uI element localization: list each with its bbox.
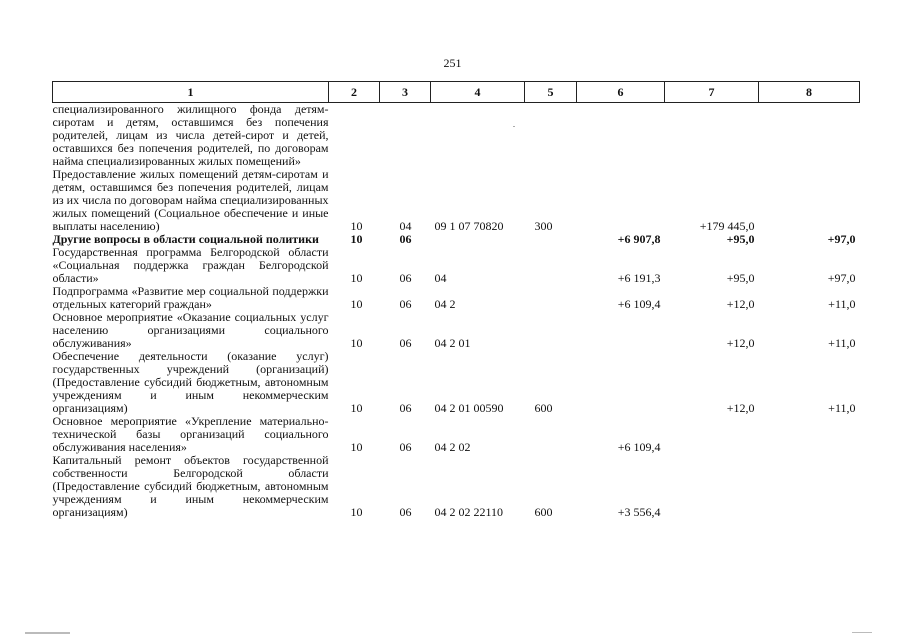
amount-cell-year1: +3 556,4	[617, 505, 661, 519]
target-article-cell: 09 1 07 70820	[434, 219, 504, 233]
amount-cell-year1	[577, 311, 665, 350]
table-row	[53, 454, 860, 519]
section-cell	[329, 103, 380, 169]
amount-cell-year2	[665, 454, 759, 519]
table-body	[53, 103, 860, 520]
amount-cell-year3	[759, 168, 860, 233]
amount-cell-year3: +97,0	[827, 232, 856, 246]
expense-type-cell: 600	[534, 401, 553, 415]
row-name-cell: Предоставление жилых помещений детям-сиротам и детям, оставшимся без попечения родителей, лицам из их числа по договорам найма специализированных жилых помещений (Социальное обеспечение и иные выплаты населению)	[52, 167, 329, 233]
row-name-cell: Другие вопросы в области социальной политики	[52, 232, 319, 246]
table-row	[53, 285, 860, 311]
row-name-cell: специализированного жилищного фонда детям-сиротам и детям, оставшимся без попечения родителей, лицам из числа детей-сирот и детей, оставшихся без попечения родителей, по договорам найма специализированных жилых помещений»	[52, 102, 329, 168]
amount-cell-year1	[577, 103, 665, 169]
subsection-cell: 06	[399, 232, 412, 246]
table-row	[53, 311, 860, 350]
amount-cell-year3	[759, 103, 860, 169]
subsection-cell: 06	[399, 271, 412, 285]
subsection-cell: 06	[399, 297, 412, 311]
amount-cell-year2: +95,0	[726, 232, 755, 246]
subsection-cell: 06	[399, 505, 412, 519]
amount-cell-year2: +12,0	[726, 297, 755, 311]
target-article-cell: 04 2 02	[434, 440, 471, 454]
target-article-cell: 04	[434, 271, 447, 285]
table-row	[53, 246, 860, 285]
column-header: 5	[525, 82, 577, 103]
row-name-cell: Обеспечение деятельности (оказание услуг) государственных учреждений (организаций) (Предоставление субсидий бюджетным, автономным учреждениям и иным некоммерческим организациям)	[52, 349, 329, 415]
amount-cell-year2: +12,0	[726, 336, 755, 350]
amount-cell-year1: +6 109,4	[617, 297, 661, 311]
scan-edge-mark	[25, 632, 70, 634]
amount-cell-year3	[759, 454, 860, 519]
amount-cell-year1: +6 109,4	[617, 440, 661, 454]
row-name-cell: Основное мероприятие «Укрепление материально-технической базы организаций социального обслуживания населения»	[52, 414, 329, 454]
column-header: 4	[431, 82, 525, 103]
subsection-cell: 06	[399, 336, 412, 350]
amount-cell-year3: +11,0	[828, 401, 856, 415]
target-article-cell	[431, 233, 525, 246]
expense-type-cell: 300	[534, 219, 553, 233]
row-name-cell: Капитальный ремонт объектов государственной собственности Белгородской области (Предоставление субсидий бюджетным, автономным учреждениям и иным некоммерческим организациям)	[52, 453, 329, 519]
subsection-cell: 06	[399, 440, 412, 454]
table-header-row	[53, 82, 860, 103]
expense-type-cell	[525, 233, 577, 246]
expense-type-cell	[525, 246, 577, 285]
target-article-cell: 04 2 02 22110	[434, 505, 504, 519]
expense-type-cell	[525, 415, 577, 454]
amount-cell-year3: +11,0	[828, 336, 856, 350]
column-header: 2	[329, 82, 380, 103]
column-header: 6	[577, 82, 665, 103]
amount-cell-year3	[759, 415, 860, 454]
column-header: 7	[665, 82, 759, 103]
section-cell: 10	[350, 401, 363, 415]
amount-cell-year2	[665, 103, 759, 169]
scan-speck	[513, 126, 515, 127]
section-cell: 10	[350, 505, 363, 519]
column-header: 3	[380, 82, 431, 103]
row-name-cell: Подпрограмма «Развитие мер социальной поддержки отдельных категорий граждан»	[52, 284, 329, 311]
amount-cell-year2: +12,0	[726, 401, 755, 415]
table-row	[53, 103, 860, 169]
row-name-cell: Основное мероприятие «Оказание социальных услуг населению организациями социального обслуживания»	[52, 310, 329, 350]
subsection-cell	[380, 103, 431, 169]
target-article-cell: 04 2 01 00590	[434, 401, 504, 415]
amount-cell-year1: +6 191,3	[617, 271, 661, 285]
amount-cell-year2	[665, 415, 759, 454]
section-cell: 10	[350, 232, 363, 246]
column-header: 1	[53, 82, 329, 103]
section-cell: 10	[350, 271, 363, 285]
expense-type-cell: 600	[534, 505, 553, 519]
row-name-cell: Государственная программа Белгородской области «Социальная поддержка граждан Белгородской области»	[52, 245, 329, 285]
amount-cell-year3: +97,0	[827, 271, 856, 285]
budget-table-sheet	[52, 81, 859, 519]
column-header: 8	[759, 82, 860, 103]
subsection-cell: 06	[399, 401, 412, 415]
budget-table	[52, 81, 860, 519]
amount-cell-year3: +11,0	[828, 297, 856, 311]
amount-cell-year2: +179 445,0	[699, 219, 755, 233]
section-cell: 10	[350, 336, 363, 350]
section-cell: 10	[350, 440, 363, 454]
section-cell: 10	[350, 219, 363, 233]
expense-type-cell	[525, 311, 577, 350]
amount-cell-year1	[577, 350, 665, 415]
target-article-cell: 04 2	[434, 297, 456, 311]
target-article-cell: 04 2 01	[434, 336, 471, 350]
target-article-cell	[431, 103, 525, 169]
expense-type-cell	[525, 285, 577, 311]
scan-edge-mark	[852, 632, 872, 633]
table-row	[53, 415, 860, 454]
page-number: 251	[443, 56, 462, 70]
table-row	[53, 168, 860, 233]
subsection-cell: 04	[399, 219, 412, 233]
amount-cell-year2: +95,0	[726, 271, 755, 285]
amount-cell-year1	[577, 168, 665, 233]
section-cell: 10	[350, 297, 363, 311]
expense-type-cell	[525, 103, 577, 169]
table-row	[53, 350, 860, 415]
amount-cell-year1: +6 907,8	[617, 232, 661, 246]
